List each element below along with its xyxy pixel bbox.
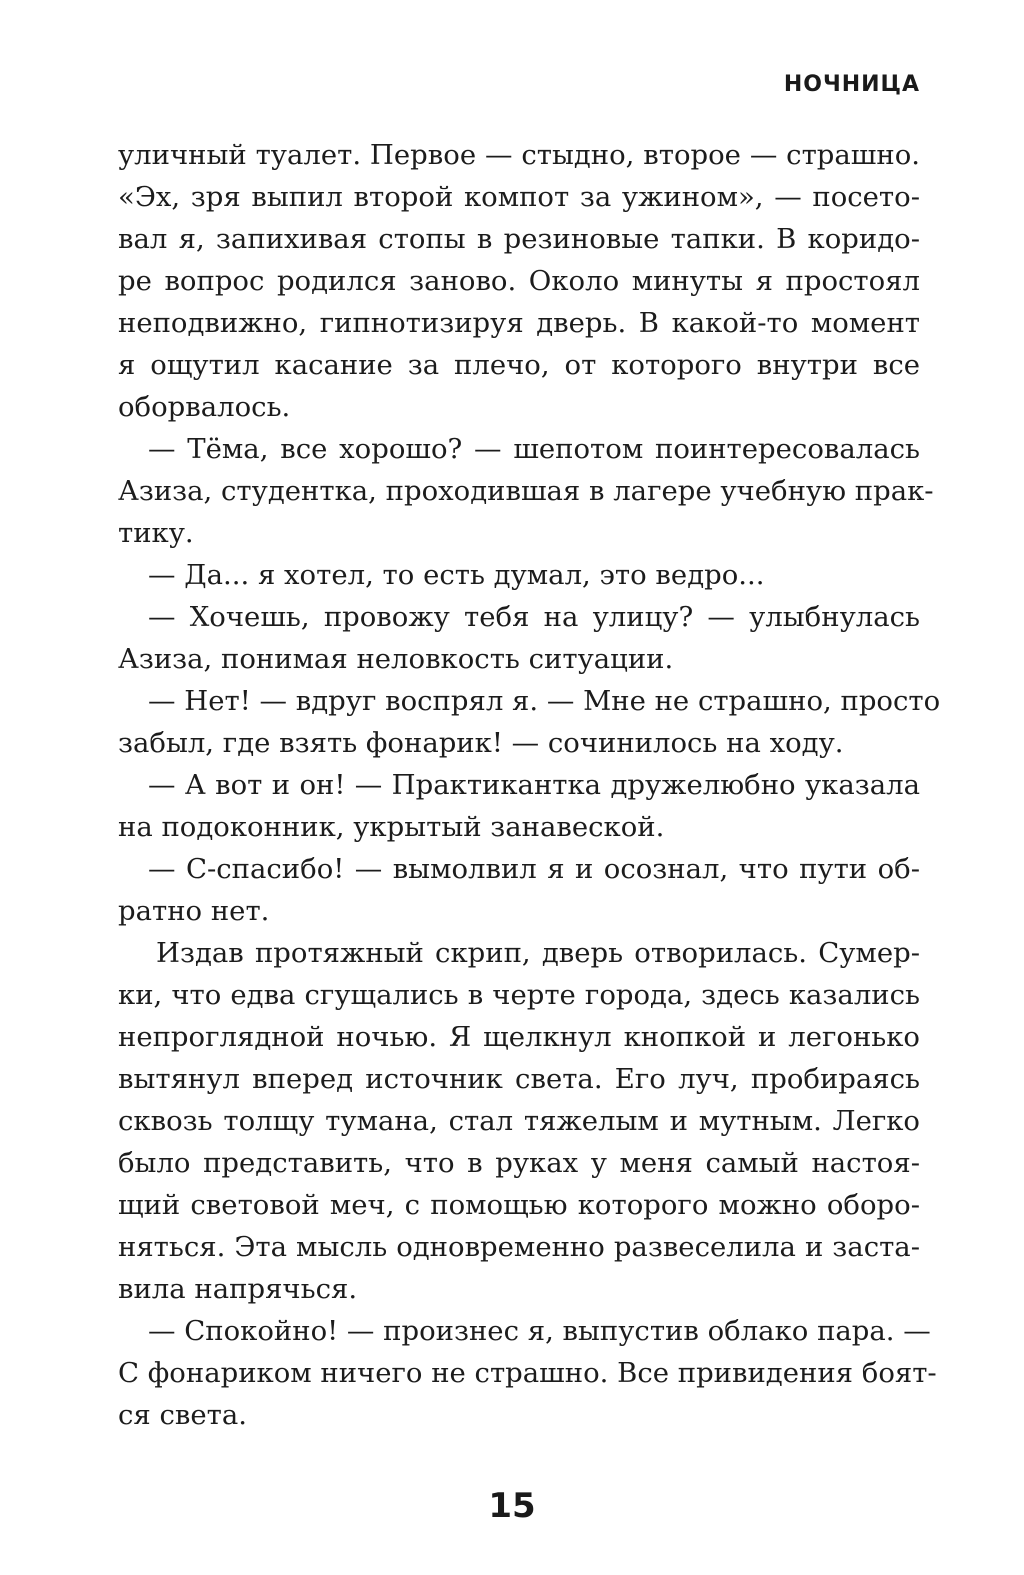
text-line: ратно нет. <box>118 895 270 927</box>
text-line: ре вопрос родился заново. Около минуты я простоял <box>118 265 920 297</box>
text-line: Издав протяжный скрип, дверь отворилась. Сумер- <box>156 937 920 969</box>
text-line: — Тёма, все хорошо? — шепотом поинтересовалась <box>148 433 920 465</box>
text-line: — Да... я хотел, то есть думал, это ведро... <box>148 559 765 591</box>
text-line: я ощутил касание за плечо, от которого внутри все <box>118 349 920 381</box>
text-line: — С-спасибо! — вымолвил я и осознал, что пути об- <box>148 853 920 885</box>
text-line: ся света. <box>118 1399 248 1431</box>
text-line: неподвижно, гипнотизируя дверь. В какой-то момент <box>118 307 920 339</box>
text-line: Азиза, студентка, проходившая в лагере учебную прак- <box>118 475 934 507</box>
running-title: НОЧНИЦА <box>783 72 920 97</box>
text-line: вытянул вперед источник света. Его луч, пробираясь <box>118 1063 920 1095</box>
text-line: няться. Эта мысль одновременно развеселила и заста- <box>118 1231 920 1263</box>
text-line: уличный туалет. Первое — стыдно, второе — страшно. <box>118 139 920 171</box>
text-line: тику. <box>118 517 194 549</box>
text-line: — Хочешь, провожу тебя на улицу? — улыбнулась <box>148 601 920 633</box>
text-line: забыл, где взять фонарик! — сочинилось на ходу. <box>118 727 844 759</box>
text-line: оборвалось. <box>118 391 291 423</box>
text-line: щий световой меч, с помощью которого можно оборо- <box>118 1189 920 1221</box>
text-line: непроглядной ночью. Я щелкнул кнопкой и легонько <box>118 1021 920 1053</box>
page-number: 15 <box>488 1486 536 1526</box>
text-line: — А вот и он! — Практикантка дружелюбно указала <box>148 769 920 801</box>
text-line: Азиза, понимая неловкость ситуации. <box>118 643 674 675</box>
body-text <box>118 134 941 1436</box>
text-line: С фонариком ничего не страшно. Все привидения боят- <box>118 1357 937 1389</box>
text-line: — Нет! — вдруг воспрял я. — Мне не страшно, просто <box>148 685 941 717</box>
text-line: вила напрячься. <box>118 1273 358 1305</box>
text-line: — Спокойно! — произнес я, выпустив облако пара. — <box>148 1315 931 1347</box>
text-line: вал я, запихивая стопы в резиновые тапки. В коридо- <box>118 223 920 255</box>
text-line: на подоконник, укрытый занавеской. <box>118 811 665 843</box>
text-line: сквозь толщу тумана, стал тяжелым и мутным. Легко <box>118 1105 920 1137</box>
text-line: ки, что едва сгущались в черте города, здесь казались <box>118 979 920 1011</box>
text-line: «Эх, зря выпил второй компот за ужином», — посето- <box>118 181 920 213</box>
text-line: было представить, что в руках у меня самый настоя- <box>118 1147 920 1179</box>
